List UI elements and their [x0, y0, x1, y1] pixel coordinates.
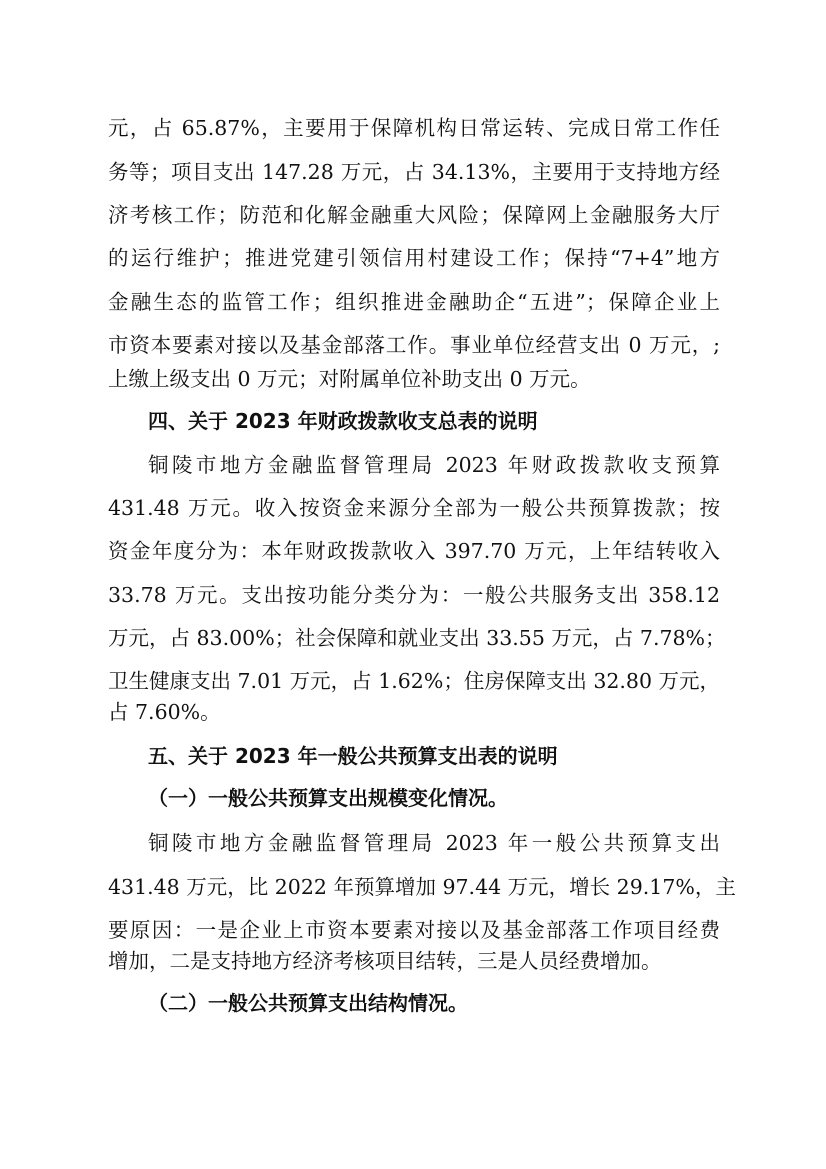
paragraph-line: 济考核工作；防范和化解金融重大风险；保障网上金融服务大厅 — [108, 203, 720, 227]
paragraph-line: 卫生健康支出 7.01 万元，占 1.62%；住房保障支出 32.80 万元， — [108, 669, 721, 693]
section-heading-4: 四、关于 2023 年财政拨款收支总表的说明 — [148, 409, 538, 433]
paragraph-line: 33.78 万元。支出按功能分类分为：一般公共服务支出 358.12 — [108, 583, 720, 607]
paragraph-line: 铜陵市地方金融监督管理局 2023 年财政拨款收支预算 — [148, 453, 720, 477]
section-heading-5: 五、关于 2023 年一般公共预算支出表的说明 — [148, 744, 558, 768]
paragraph-line: 431.48 万元，比 2022 年预算增加 97.44 万元，增长 29.17%，主 — [108, 875, 736, 899]
paragraph-line: 增加，二是支持地方经济考核项目结转，三是人员经费增加。 — [108, 949, 662, 973]
subsection-heading-2: （二）一般公共预算支出结构情况。 — [148, 991, 468, 1015]
paragraph-line: 务等；项目支出 147.28 万元，占 34.13%，主要用于支持地方经 — [108, 160, 720, 184]
paragraph-line: 铜陵市地方金融监督管理局 2023 年一般公共预算支出 — [148, 831, 720, 855]
paragraph-line: 元，占 65.87%，主要用于保障机构日常运转、完成日常工作任 — [108, 116, 720, 140]
paragraph-line: 431.48 万元。收入按资金来源分全部为一般公共预算拨款；按 — [108, 496, 720, 520]
paragraph-line: 金融生态的监管工作；组织推进金融助企“五进”；保障企业上 — [108, 290, 720, 314]
subsection-heading-1: （一）一般公共预算支出规模变化情况。 — [148, 786, 508, 810]
paragraph-line: 万元，占 83.00%；社会保障和就业支出 33.55 万元，占 7.78%； — [108, 626, 726, 650]
paragraph-line: 占 7.60%。 — [108, 700, 221, 724]
paragraph-line: 的运行维护；推进党建引领信用村建设工作；保持“7+4”地方 — [108, 246, 720, 270]
paragraph-line: 市资本要素对接以及基金部落工作。事业单位经营支出 0 万元，; — [108, 333, 720, 357]
paragraph-line: 上缴上级支出 0 万元；对附属单位补助支出 0 万元。 — [108, 367, 591, 391]
paragraph-line: 资金年度分为：本年财政拨款收入 397.70 万元，上年结转收入 — [108, 539, 720, 563]
paragraph-line: 要原因：一是企业上市资本要素对接以及基金部落工作项目经费 — [108, 918, 720, 942]
